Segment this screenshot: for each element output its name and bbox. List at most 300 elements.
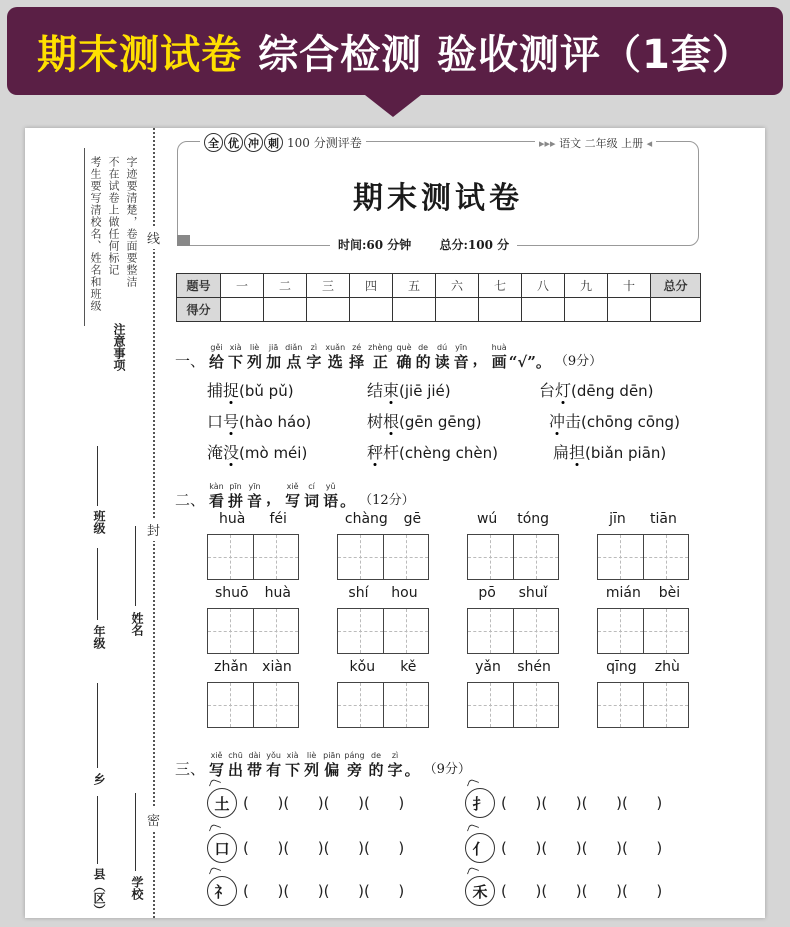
syllable: jīn	[609, 511, 626, 527]
score-cell[interactable]	[307, 298, 350, 322]
question-3	[175, 743, 471, 779]
ruby-pinyin: yīn	[455, 343, 468, 352]
snail-icon	[465, 876, 495, 906]
writing-grid	[207, 534, 299, 580]
ruby-hanzi: 画	[491, 353, 507, 371]
writing-cell[interactable]	[338, 683, 383, 727]
ruby-pinyin: páng	[344, 751, 365, 760]
score-cell[interactable]	[522, 298, 565, 322]
ruby-hanzi: 字	[387, 761, 403, 779]
ruby-hanzi: 给	[209, 353, 225, 371]
ruby-pinyin: dài	[248, 751, 261, 760]
word-box	[467, 659, 559, 728]
question-2-ruby	[207, 474, 340, 510]
score-cell[interactable]	[393, 298, 436, 322]
ruby-char	[247, 343, 262, 371]
ruby-char	[388, 751, 403, 779]
ruby-pinyin: zì	[391, 751, 399, 760]
radical-item	[207, 876, 404, 906]
ruby-char	[492, 343, 507, 371]
writing-cell[interactable]	[468, 609, 513, 653]
syllable: zhù	[654, 659, 680, 675]
brand-char: 优	[224, 133, 243, 152]
table-cell: 八	[522, 274, 565, 298]
writing-cell[interactable]	[468, 683, 513, 727]
writing-cell[interactable]	[598, 683, 643, 727]
ruby-hanzi: ，	[266, 489, 282, 507]
word-pinyin	[467, 585, 559, 605]
syllable: bèi	[658, 585, 681, 601]
ruby-char	[266, 479, 281, 507]
score-cell[interactable]	[350, 298, 393, 322]
ruby-char	[304, 482, 319, 510]
radical-char: 土	[214, 794, 230, 813]
table-cell: 一	[221, 274, 264, 298]
radical-char: 口	[214, 839, 230, 858]
radical-char: 礻	[214, 882, 230, 901]
radical-item	[465, 876, 662, 906]
word-pinyin	[597, 585, 689, 605]
option-pinyin: (bǔ pǔ)	[239, 382, 294, 400]
option-item[interactable]	[207, 409, 311, 432]
writing-cell[interactable]	[598, 535, 643, 579]
option-pinyin: (chōng cōng)	[581, 413, 680, 431]
banner-pointer-icon	[365, 95, 421, 117]
word-char: 淹	[207, 443, 224, 462]
ruby-hanzi: 加	[266, 353, 282, 371]
ruby-pinyin: què	[396, 343, 412, 352]
question-1-heading	[175, 335, 602, 371]
ruby-pinyin: jiā	[268, 343, 279, 352]
school-field[interactable]	[135, 793, 136, 871]
snail-icon	[207, 788, 237, 818]
word-box	[467, 585, 559, 654]
ruby-pinyin: dú	[437, 343, 448, 352]
dotted-char: 束	[383, 381, 400, 400]
question-number: 三、	[175, 760, 206, 778]
ruby-hanzi: 有	[266, 761, 282, 779]
ruby-hanzi: 拼	[228, 492, 244, 510]
table-cell: 十	[608, 274, 651, 298]
notes-title: 注意事项	[112, 323, 126, 371]
radical-item	[207, 833, 404, 863]
score-cell[interactable]	[608, 298, 651, 322]
word-pinyin	[207, 585, 299, 605]
ruby-char	[285, 482, 300, 510]
option-item[interactable]	[539, 378, 654, 401]
writing-cell[interactable]	[208, 683, 253, 727]
dotted-char: 冲	[549, 412, 566, 431]
writing-grid	[207, 682, 299, 728]
ruby-hanzi: 列	[247, 353, 263, 371]
dotted-char: 号	[223, 412, 240, 431]
writing-grid	[597, 608, 689, 654]
writing-cell[interactable]	[383, 683, 429, 727]
ruby-hanzi: ，	[472, 350, 488, 368]
snail-icon	[207, 876, 237, 906]
answer-blanks[interactable]: ( )( )( )( )	[501, 882, 663, 900]
option-item[interactable]	[367, 409, 482, 432]
writing-cell[interactable]	[338, 535, 383, 579]
writing-grid	[337, 608, 429, 654]
writing-cell[interactable]	[643, 609, 689, 653]
syllable: pō	[478, 585, 496, 601]
word-char: 杆	[383, 443, 400, 462]
ruby-pinyin: de	[418, 343, 429, 352]
table-cell: 七	[479, 274, 522, 298]
ruby-hanzi: 写	[285, 492, 301, 510]
antenna-icon	[467, 867, 479, 878]
writing-cell[interactable]	[643, 535, 689, 579]
question-1-score: （9分）	[554, 354, 603, 369]
ruby-char	[209, 482, 224, 510]
writing-cell[interactable]	[513, 683, 559, 727]
ruby-char	[344, 751, 364, 779]
score-cell[interactable]	[479, 298, 522, 322]
option-item[interactable]	[553, 440, 666, 463]
writing-cell[interactable]	[253, 609, 299, 653]
class-field[interactable]	[97, 446, 98, 506]
ruby-char	[416, 343, 431, 371]
answer-blanks[interactable]: ( )( )( )( )	[243, 882, 405, 900]
score-cell[interactable]	[436, 298, 479, 322]
ruby-char	[325, 343, 345, 371]
ruby-char	[228, 751, 243, 779]
subject-text: 语文 二年级 上册	[559, 137, 644, 150]
word-char: 扁	[553, 443, 570, 462]
page-title: 期末测试卷	[353, 181, 523, 216]
county-label: 县（区）	[92, 868, 106, 916]
writing-cell[interactable]	[383, 535, 429, 579]
snail-icon	[207, 833, 237, 863]
ruby-hanzi: 偏	[324, 761, 340, 779]
ruby-char	[306, 343, 321, 371]
ruby-hanzi: 音	[247, 492, 263, 510]
writing-cell[interactable]	[338, 609, 383, 653]
question-2-score: （12分）	[359, 493, 415, 508]
ruby-pinyin: zì	[310, 343, 318, 352]
syllable: shuǐ	[518, 585, 548, 601]
cut-mark-mi: 密	[147, 808, 160, 831]
option-item[interactable]	[207, 378, 294, 401]
word-pinyin	[337, 511, 429, 531]
syllable: qīng	[606, 659, 637, 675]
syllable: gē	[403, 511, 422, 527]
arrows-right-icon: ▸▸▸	[539, 137, 556, 150]
score-cell[interactable]	[264, 298, 307, 322]
ruby-char	[473, 340, 488, 368]
answer-blanks[interactable]: ( )( )( )( )	[501, 839, 663, 857]
brand	[200, 133, 366, 152]
word-pinyin	[337, 659, 429, 679]
table-cell: 四	[350, 274, 393, 298]
writing-cell[interactable]	[208, 535, 253, 579]
question-3-ruby	[207, 743, 405, 779]
question-2	[175, 474, 415, 510]
name-label: 姓名	[130, 612, 144, 636]
word-pinyin	[467, 511, 559, 531]
word-box	[207, 585, 299, 654]
ruby-pinyin: xiě	[286, 482, 299, 491]
county-field[interactable]	[97, 796, 98, 864]
word-pinyin	[207, 659, 299, 679]
writing-cell[interactable]	[253, 535, 299, 579]
writing-cell[interactable]	[643, 683, 689, 727]
township-field[interactable]	[97, 683, 98, 768]
option-pinyin: (mò méi)	[239, 444, 308, 462]
syllable: hou	[391, 585, 418, 601]
grade-label: 年级	[92, 625, 106, 649]
score-cell[interactable]	[221, 298, 264, 322]
ruby-pinyin: pīn	[229, 482, 242, 491]
ruby-hanzi: 选	[327, 353, 343, 371]
question-1-ruby	[207, 335, 509, 371]
writing-cell[interactable]	[253, 683, 299, 727]
syllable: chàng	[344, 511, 388, 527]
syllable: shí	[348, 585, 369, 601]
ruby-pinyin: yǔ	[325, 482, 336, 491]
ruby-pinyin: kàn	[209, 482, 224, 491]
option-word	[207, 381, 239, 400]
syllable: xiàn	[262, 659, 292, 675]
table-row-header: 得分	[177, 298, 221, 322]
option-pinyin: (biǎn piān)	[585, 444, 667, 462]
answer-blanks[interactable]: ( )( )( )( )	[501, 794, 663, 812]
radical-item	[465, 833, 662, 863]
radical-item	[207, 788, 404, 818]
note-line-1: 考生要写清校名、姓名和班级	[89, 156, 102, 312]
cut-mark-feng: 封	[147, 518, 160, 541]
writing-grid	[467, 534, 559, 580]
ruby-hanzi: 看	[209, 492, 225, 510]
writing-grid	[467, 608, 559, 654]
ruby-char	[323, 482, 338, 510]
option-word	[367, 381, 399, 400]
table-cell: 九	[565, 274, 608, 298]
ruby-hanzi: 带	[247, 761, 263, 779]
name-field[interactable]	[135, 526, 136, 606]
question-3-score: （9分）	[423, 762, 471, 777]
dotted-char: 秤	[367, 443, 384, 462]
answer-blanks[interactable]: ( )( )( )( )	[243, 839, 405, 857]
dotted-char: 根	[383, 412, 400, 431]
answer-blanks[interactable]: ( )( )( )( )	[243, 794, 405, 812]
ruby-hanzi: 的	[415, 353, 431, 371]
table-cell: 二	[264, 274, 307, 298]
score-cell[interactable]	[651, 298, 701, 322]
table-total-header: 总分	[651, 274, 701, 298]
ruby-char	[266, 343, 281, 371]
word-char: 口	[207, 412, 224, 431]
ruby-char	[209, 343, 224, 371]
note-line-3: 字迹要清楚，卷面要整洁	[125, 156, 138, 288]
brand-char: 冲	[244, 133, 263, 152]
ruby-hanzi: 音	[453, 353, 469, 371]
ruby-char	[285, 343, 302, 371]
syllable: yǎn	[475, 659, 501, 675]
question-2-heading	[175, 474, 415, 510]
ruby-hanzi: 择	[349, 353, 365, 371]
school-label: 学校	[130, 876, 144, 900]
word-box	[337, 659, 429, 728]
option-item[interactable]	[207, 440, 307, 463]
ruby-char	[209, 751, 224, 779]
radical-char: 扌	[472, 794, 488, 813]
antenna-icon	[209, 867, 221, 878]
question-3-tail: 。	[404, 761, 420, 779]
writing-cell[interactable]	[513, 535, 559, 579]
option-word	[367, 443, 399, 462]
option-pinyin: (hào háo)	[239, 413, 312, 431]
ruby-pinyin: liè	[249, 343, 260, 352]
antenna-icon	[467, 824, 479, 835]
ruby-char	[228, 482, 243, 510]
word-pinyin	[597, 511, 689, 531]
syllable: wú	[476, 511, 498, 527]
corner-square-icon	[177, 235, 190, 246]
brand-char: 刺	[264, 133, 283, 152]
note-line-2: 不在试卷上做任何标记	[107, 156, 120, 276]
antenna-icon	[209, 824, 221, 835]
ruby-hanzi: 列	[304, 761, 320, 779]
dotted-char: 捉	[223, 381, 240, 400]
ruby-pinyin: xià	[286, 751, 299, 760]
score-cell[interactable]	[565, 298, 608, 322]
ruby-pinyin: zé	[352, 343, 362, 352]
title-banner	[7, 7, 783, 95]
banner-highlight: 期末测试卷	[37, 31, 243, 78]
table-row	[177, 274, 701, 298]
syllable: huà	[219, 511, 246, 527]
writing-grid	[337, 682, 429, 728]
antenna-icon	[209, 779, 221, 790]
ruby-char	[247, 751, 262, 779]
writing-cell[interactable]	[598, 609, 643, 653]
word-box	[597, 511, 689, 580]
word-char: 击	[565, 412, 582, 431]
ruby-hanzi: 点	[286, 353, 302, 371]
table-row	[177, 298, 701, 322]
syllable: shuō	[215, 585, 249, 601]
ruby-pinyin: yǒu	[266, 751, 281, 760]
writing-cell[interactable]	[468, 535, 513, 579]
question-3-heading	[175, 743, 471, 779]
ruby-char	[397, 343, 412, 371]
table-cell: 六	[436, 274, 479, 298]
syllable: shén	[517, 659, 551, 675]
radical-char: 禾	[472, 882, 488, 901]
ruby-hanzi: 的	[368, 761, 384, 779]
word-box	[337, 585, 429, 654]
option-item[interactable]	[367, 440, 498, 463]
ruby-pinyin: huà	[491, 343, 507, 352]
option-pinyin: (jiē jié)	[399, 382, 451, 400]
syllable: mián	[605, 585, 641, 601]
question-1	[175, 335, 602, 371]
word-pinyin	[467, 659, 559, 679]
word-box	[467, 511, 559, 580]
question-number: 二、	[175, 491, 206, 509]
ruby-hanzi: 读	[434, 353, 450, 371]
ruby-pinyin: xuǎn	[325, 343, 346, 352]
ruby-char	[285, 751, 300, 779]
writing-grid	[597, 682, 689, 728]
ruby-pinyin: gěi	[210, 343, 223, 352]
ruby-pinyin: chū	[228, 751, 243, 760]
question-1-tail: “√”。	[508, 353, 551, 371]
ruby-char	[304, 751, 319, 779]
option-item[interactable]	[367, 378, 451, 401]
cut-mark-xian: 线	[147, 226, 160, 249]
option-word	[367, 412, 399, 431]
ruby-hanzi: 下	[228, 353, 244, 371]
dotted-char: 担	[569, 443, 586, 462]
writing-cell[interactable]	[383, 609, 429, 653]
word-box	[597, 659, 689, 728]
ruby-hanzi: 正	[372, 353, 388, 371]
option-word	[207, 412, 239, 431]
snail-icon	[465, 833, 495, 863]
ruby-pinyin: de	[371, 751, 382, 760]
brand-text: 100 分测评卷	[287, 136, 362, 150]
word-char: 台	[539, 381, 556, 400]
option-word	[207, 443, 239, 462]
radical-item	[465, 788, 662, 818]
word-box	[597, 585, 689, 654]
ruby-hanzi: 旁	[346, 761, 362, 779]
writing-cell[interactable]	[513, 609, 559, 653]
writing-grid	[597, 534, 689, 580]
ruby-char	[247, 482, 262, 510]
word-char: 树	[367, 412, 384, 431]
table-cell: 五	[393, 274, 436, 298]
ruby-pinyin: xiě	[210, 751, 223, 760]
ruby-char	[349, 343, 364, 371]
option-pinyin: (dēng dēn)	[571, 382, 654, 400]
ruby-pinyin: piān	[323, 751, 341, 760]
word-pinyin	[207, 511, 299, 531]
radical-char: 亻	[472, 839, 488, 858]
exam-time: 时间:60 分钟	[338, 238, 412, 252]
ruby-pinyin: xià	[229, 343, 242, 352]
ruby-char	[368, 343, 392, 371]
word-char: 捕	[207, 381, 224, 400]
class-label: 班级	[92, 510, 106, 534]
table-cell: 三	[307, 274, 350, 298]
dotted-char: 灯	[555, 381, 572, 400]
ruby-pinyin: diǎn	[285, 343, 303, 352]
ruby-pinyin: zhèng	[368, 343, 393, 352]
ruby-pinyin: yīn	[248, 482, 261, 491]
option-pinyin: (chèng chèn)	[399, 444, 499, 462]
syllable: tóng	[517, 511, 550, 527]
writing-grid	[207, 608, 299, 654]
word-box	[337, 511, 429, 580]
exam-meta	[330, 236, 517, 253]
word-pinyin	[337, 585, 429, 605]
writing-cell[interactable]	[208, 609, 253, 653]
option-item[interactable]	[549, 409, 680, 432]
arrow-left-icon: ◂	[646, 137, 653, 150]
banner-subtitle: 综合检测 验收测评（1套）	[258, 31, 753, 78]
word-pinyin	[597, 659, 689, 679]
ruby-hanzi: 下	[285, 761, 301, 779]
ruby-hanzi: 确	[396, 353, 412, 371]
grade-field[interactable]	[97, 548, 98, 620]
ruby-hanzi: 出	[228, 761, 244, 779]
option-pinyin: (gēn gēng)	[399, 413, 482, 431]
ruby-pinyin: cí	[308, 482, 315, 491]
